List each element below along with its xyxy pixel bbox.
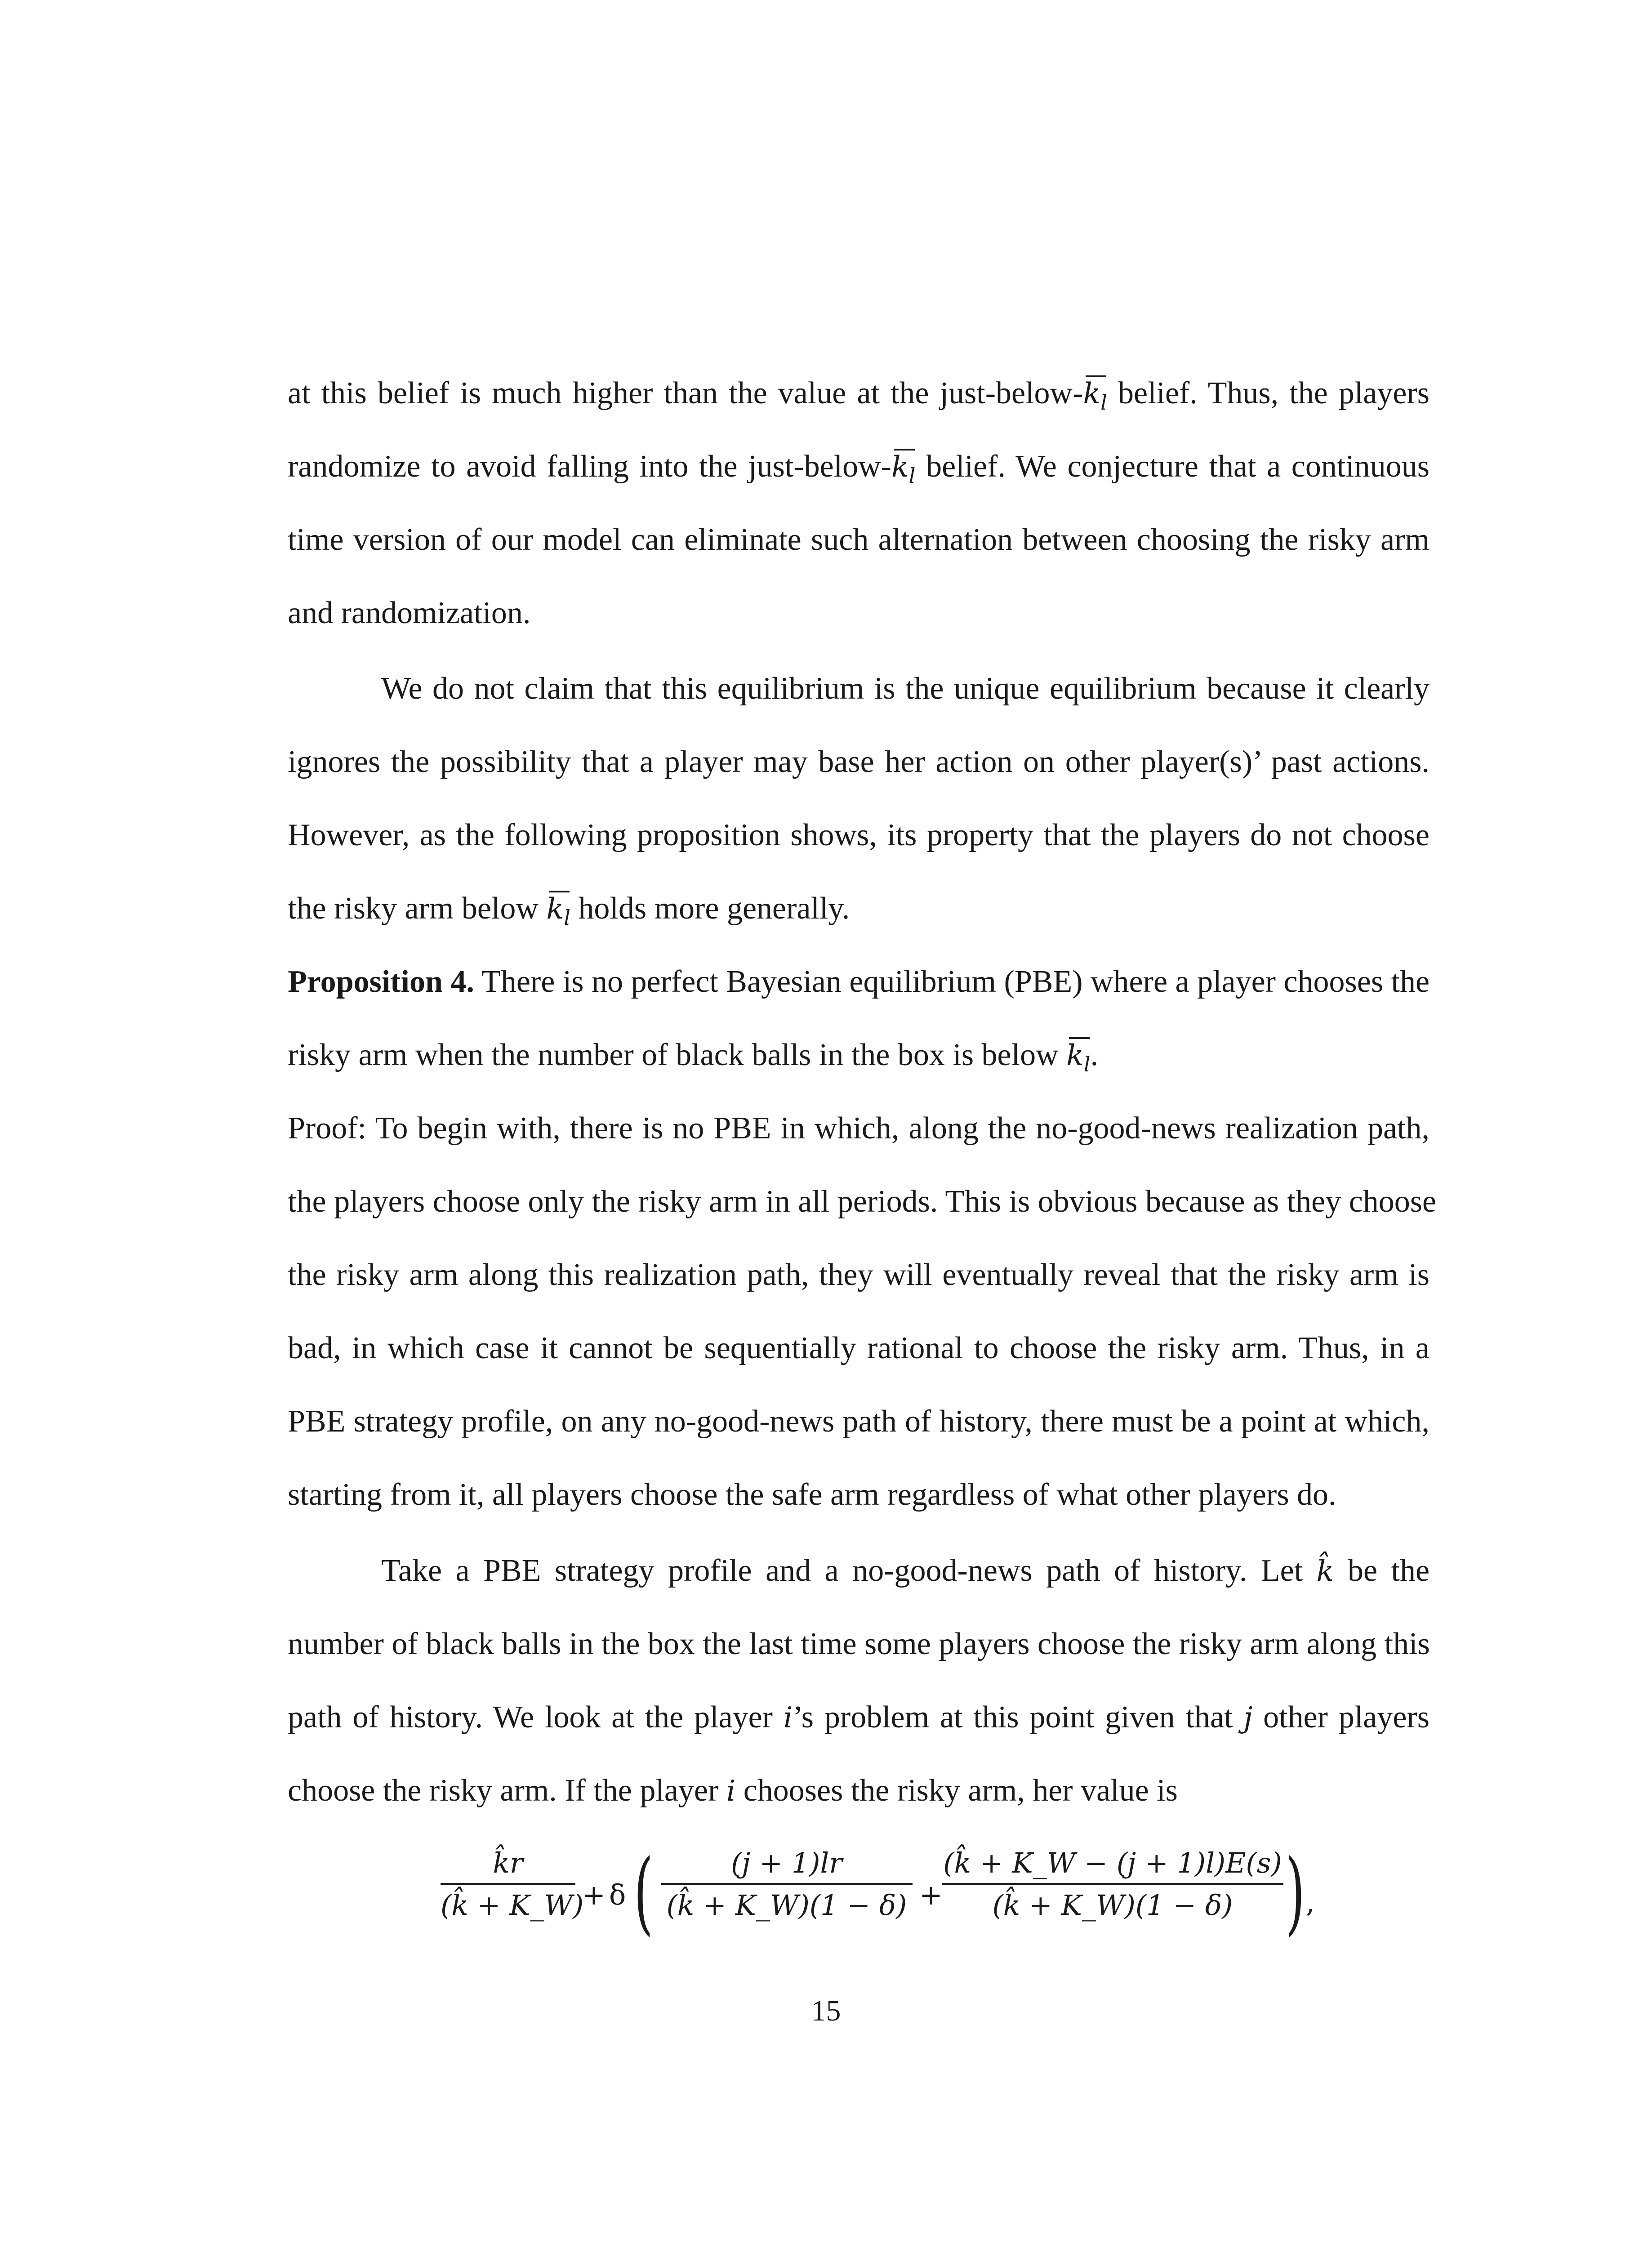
paragraph-2-line-3: However, as the following proposition shows, its property that the players do not choose (288, 818, 1429, 852)
proof-line-4: bad, in which case it cannot be sequentially rational to choose the risky arm. Thus, in a (288, 1331, 1429, 1365)
paragraph-1-line-2: randomize to avoid falling into the just-$below-k_l$ belief. We conjecture that a continuous (288, 446, 1429, 496)
fraction-term-2: (j + 1)lr (k̂ + K_W)(1 − δ) (661, 1843, 913, 1926)
proof-line-2: the players choose only the risky arm in all periods. This is obvious because as they choose (288, 1184, 1437, 1219)
fraction-term-1: k̂r (k̂ + K_W) (441, 1847, 584, 1922)
proposition-line-1: Proposition 4. There is no perfect Bayesian equilibrium (PBE) where a player chooses the (288, 964, 1430, 999)
paragraph-2-line-4: the risky arm below $k_l$ holds more generally. (288, 888, 1429, 938)
paragraph-2-line-2: ignores the possibility that a player may base her action on other player(s)’ past actions. (288, 745, 1429, 779)
fraction-term-3: (k̂ + K_W − (j + 1)l)E(s) (k̂ + K_W)(1 − δ) (942, 1843, 1283, 1926)
k-bar-symbol: $k_l$ (891, 447, 916, 496)
k-bar-symbol: $k_l$ (1066, 1035, 1091, 1084)
proof-line-6: starting from it, all players choose the safe arm regardless of what other players do. (288, 1477, 1336, 1512)
paragraph-3-line-4: choose the risky arm. If the player i chooses the risky arm, her value is (288, 1773, 1178, 1808)
paragraph-1-line-4: and randomization. (288, 596, 531, 630)
paragraph-3-line-1: Take a PBE strategy profile and a no-good-news path of history. Let k̂ be the (381, 1553, 1430, 1588)
paragraph-3-line-3: path of history. We look at the player i’s problem at this point given that j other players (288, 1700, 1429, 1735)
paragraph-2-line-1: We do not claim that this equilibrium is the unique equilibrium because it clearly (381, 671, 1429, 706)
paragraph-1-line-3: time version of our model can eliminate such alternation between choosing the risky arm (288, 522, 1429, 557)
proposition-line-2: risky arm when the number of black balls in the box is below $k_l$. (288, 1035, 1429, 1084)
page-number: 15 (811, 1994, 841, 2027)
k-bar-symbol: $k_l$ (1083, 374, 1107, 423)
value-equation: k̂r (k̂ + K_W) + δ ( (j + 1)lr (k̂ + K_W)(1 − δ) + (k̂ + K_W − (j + 1)l)E(s) (k̂ + K_W)(1 − δ) ) , (441, 1840, 1315, 1945)
paragraph-1-line-1: at this belief is much higher than the value at the just-$below-k_l$ belief. Thus, the players (288, 373, 1429, 423)
proposition-label: Proposition 4. (288, 964, 474, 999)
paragraph-3-line-2: number of black balls in the box the last time some players choose the risky arm along this (288, 1627, 1430, 1661)
proof-line-1: Proof: To begin with, there is no PBE in which, along the no-good-news realization path, (288, 1111, 1429, 1146)
proof-line-3: the risky arm along this realization path, they will eventually reveal that the risky arm is (288, 1258, 1429, 1292)
k-bar-symbol: $k_l$ (546, 889, 570, 938)
proof-line-5: PBE strategy profile, on any no-good-news path of history, there must be a point at which, (288, 1404, 1429, 1439)
